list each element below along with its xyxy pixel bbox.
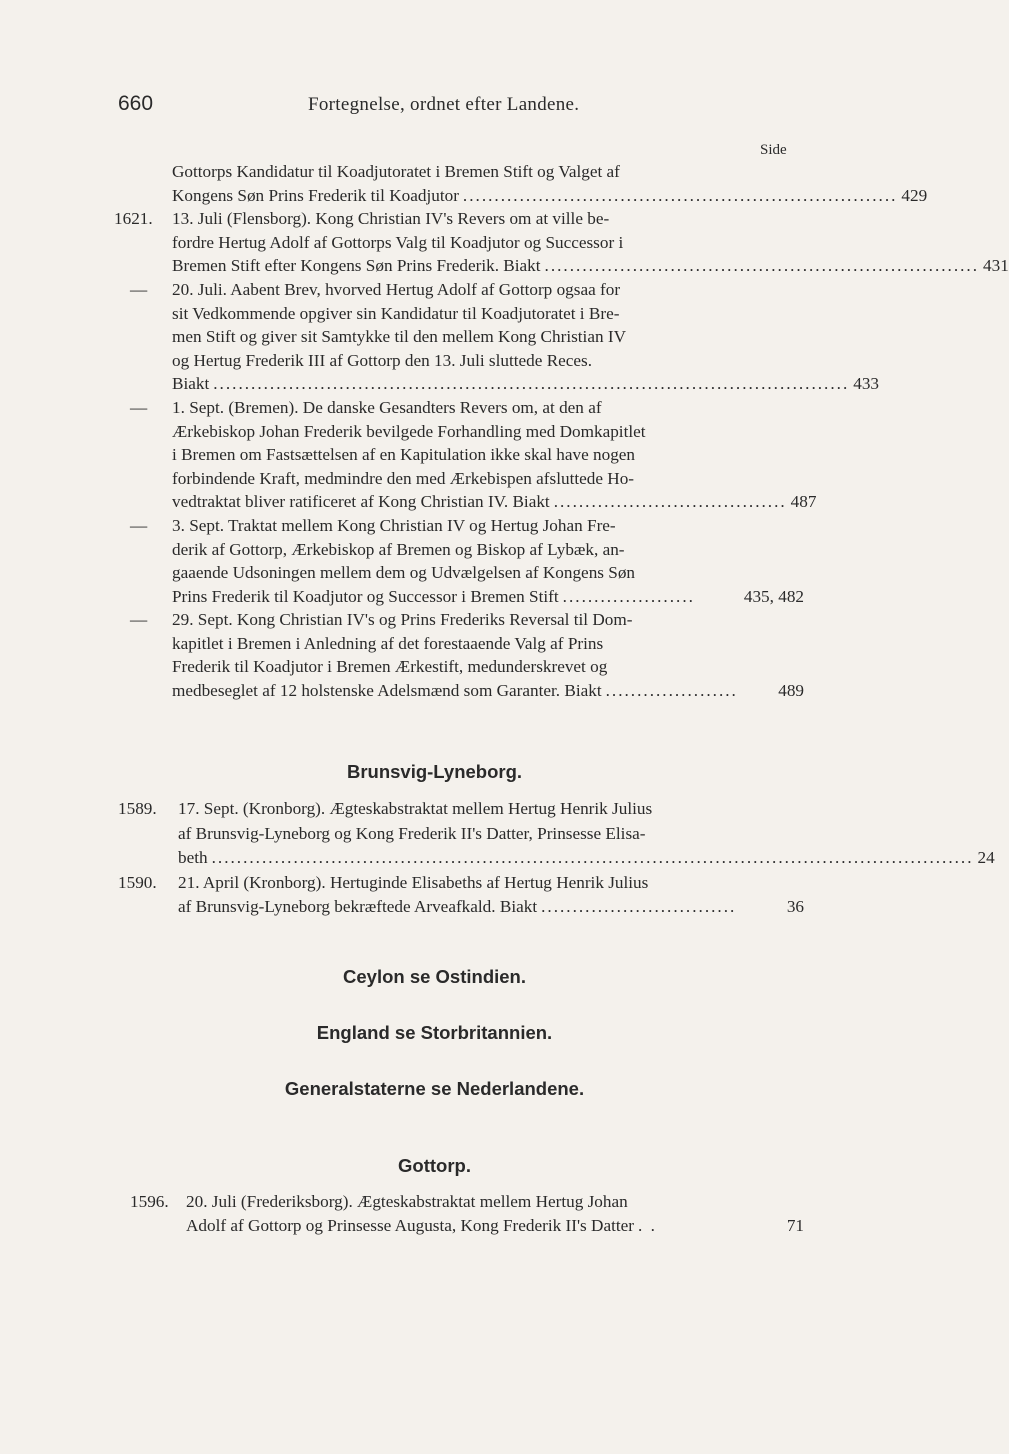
- entry-line: og Hertug Frederik III af Gottorp den 13. Juli sluttede Reces.: [172, 350, 593, 370]
- entry-line: 1621. 13. Juli (Flensborg). Kong Christian IV's Revers om at ville be-: [172, 207, 804, 231]
- entry-list-brunsvig: [118, 797, 995, 920]
- entry-line: Frederik til Koadjutor i Bremen Ærkestift, medunderskrevet og: [172, 657, 608, 677]
- page-ref: 429: [901, 185, 928, 205]
- entry-line: Ærkebiskop Johan Frederik bevilgede Forhandling med Domkapitlet: [172, 421, 646, 441]
- section-heading-brunsvig: Brunsvig-Lyneborg.: [346, 761, 523, 782]
- page-number: 660: [118, 92, 154, 115]
- entry-line: gaaende Udsoningen mellem dem og Udvælgelsen af Kongens Søn: [172, 563, 636, 583]
- entry: [130, 514, 804, 608]
- entry-line: vedtraktat bliver ratificeret af Kong Christian IV. Biakt ..................................... 487: [172, 490, 804, 514]
- entry-line: Gottorps Kandidatur til Koadjutoratet i Bremen Stift og Valget af: [172, 162, 620, 181]
- entry-line: — 29. Sept. Kong Christian IV's og Prins Frederiks Reversal til Dom-: [172, 608, 804, 632]
- entry-line: — 3. Sept. Traktat mellem Kong Christian IV og Hertug Johan Fre-: [172, 514, 804, 538]
- entry-line: Biakt ..................................................................................................... 433: [172, 372, 804, 396]
- entry-line: 1590. 21. April (Kronborg). Hertuginde Elisabeths af Hertug Henrik Julius: [178, 871, 804, 896]
- entry-year: —: [130, 279, 148, 299]
- entry-line: Prins Frederik til Koadjutor og Successor i Bremen Stift ..................... 435, 482: [172, 585, 804, 609]
- entry: [118, 871, 804, 920]
- entry-line: derik af Gottorp, Ærkebiskop af Bremen og Biskop af Lybæk, an-: [172, 539, 625, 559]
- entry-year: —: [130, 397, 148, 417]
- entry: [130, 396, 817, 514]
- entry-year: 1596.: [130, 1192, 169, 1211]
- page-ref: 433: [853, 374, 880, 394]
- entry-line: men Stift og giver sit Samtykke til den mellem Kong Christian IV: [172, 327, 626, 347]
- entry-line: af Brunsvig-Lyneborg bekræftede Arveafkald. Biakt ............................... 36: [178, 895, 804, 920]
- entry-line: — 20. Juli. Aabent Brev, hvorved Hertug Adolf af Gottorp ogsaa for: [172, 278, 804, 302]
- entry-line: 1596. 20. Juli (Frederiksborg). Ægteskabstraktat mellem Hertug Johan: [186, 1190, 766, 1214]
- entry: [130, 1190, 804, 1238]
- entry: [172, 160, 928, 207]
- section-heading-generalstaterne: Generalstaterne se Nederlandene.: [284, 1078, 585, 1099]
- entry-year: —: [130, 515, 148, 535]
- side-column-label: Side: [760, 142, 787, 158]
- page-ref: 435, 482: [743, 586, 804, 606]
- entry-list-gottorp-bremen: [114, 160, 1009, 703]
- page-ref: 71: [786, 1216, 804, 1235]
- page-ref: 24: [977, 848, 995, 867]
- entry-year: —: [130, 610, 148, 630]
- entry-line: af Brunsvig-Lyneborg og Kong Frederik II's Datter, Prinsesse Elisa-: [178, 823, 646, 843]
- entry: [130, 608, 804, 702]
- page-ref: 489: [778, 681, 804, 701]
- page-ref: 487: [790, 492, 817, 512]
- entry: [118, 797, 995, 871]
- entry-year: 1589.: [118, 799, 157, 818]
- section-heading-gottorp: Gottorp.: [398, 1155, 471, 1176]
- entry-year: 1621.: [114, 209, 153, 229]
- entry-line: Bremen Stift efter Kongens Søn Prins Frederik. Biakt ..................................................................... 431: [172, 254, 804, 278]
- entry-line: medbeseglet af 12 holstenske Adelsmænd som Garanter. Biakt ..................... 489: [172, 679, 804, 703]
- entry-line: forbindende Kraft, medmindre den med Ærkebispen afsluttede Ho-: [172, 468, 635, 488]
- section-heading-england: England se Storbritannien.: [316, 1022, 553, 1043]
- entry-line: kapitlet i Bremen i Anledning af det forestaaende Valg af Prins: [172, 633, 604, 653]
- entry-line: — 1. Sept. (Bremen). De danske Gesandters Revers om, at den af: [172, 396, 804, 420]
- section-heading-ceylon: Ceylon se Ostindien.: [343, 966, 526, 987]
- running-title: Fortegnelse, ordnet efter Landene.: [308, 94, 580, 115]
- entry-year: 1590.: [118, 872, 157, 892]
- entry-line: sit Vedkommende opgiver sin Kandidatur til Koadjutoratet i Bre-: [172, 303, 620, 323]
- entry: [130, 278, 880, 396]
- entry-line: Adolf af Gottorp og Prinsesse Augusta, Kong Frederik II's Datter . . 71: [186, 1214, 804, 1238]
- entry-line: Kongens Søn Prins Frederik til Koadjutor ..................................................................... 429: [172, 184, 804, 208]
- entry-list-gottorp: [130, 1190, 804, 1238]
- entry-line: beth ......................................................................................................................... 24: [178, 846, 804, 871]
- page-ref: 431: [983, 256, 1009, 276]
- entry-line: fordre Hertug Adolf af Gottorps Valg til Koadjutor og Successor i: [172, 232, 624, 252]
- entry-line: i Bremen om Fastsættelsen af en Kapitulation ikke skal have nogen: [172, 445, 636, 465]
- entry: [114, 207, 1009, 278]
- page-ref: 36: [786, 897, 804, 916]
- entry-line: 1589. 17. Sept. (Kronborg). Ægteskabstraktat mellem Hertug Henrik Julius: [178, 797, 804, 822]
